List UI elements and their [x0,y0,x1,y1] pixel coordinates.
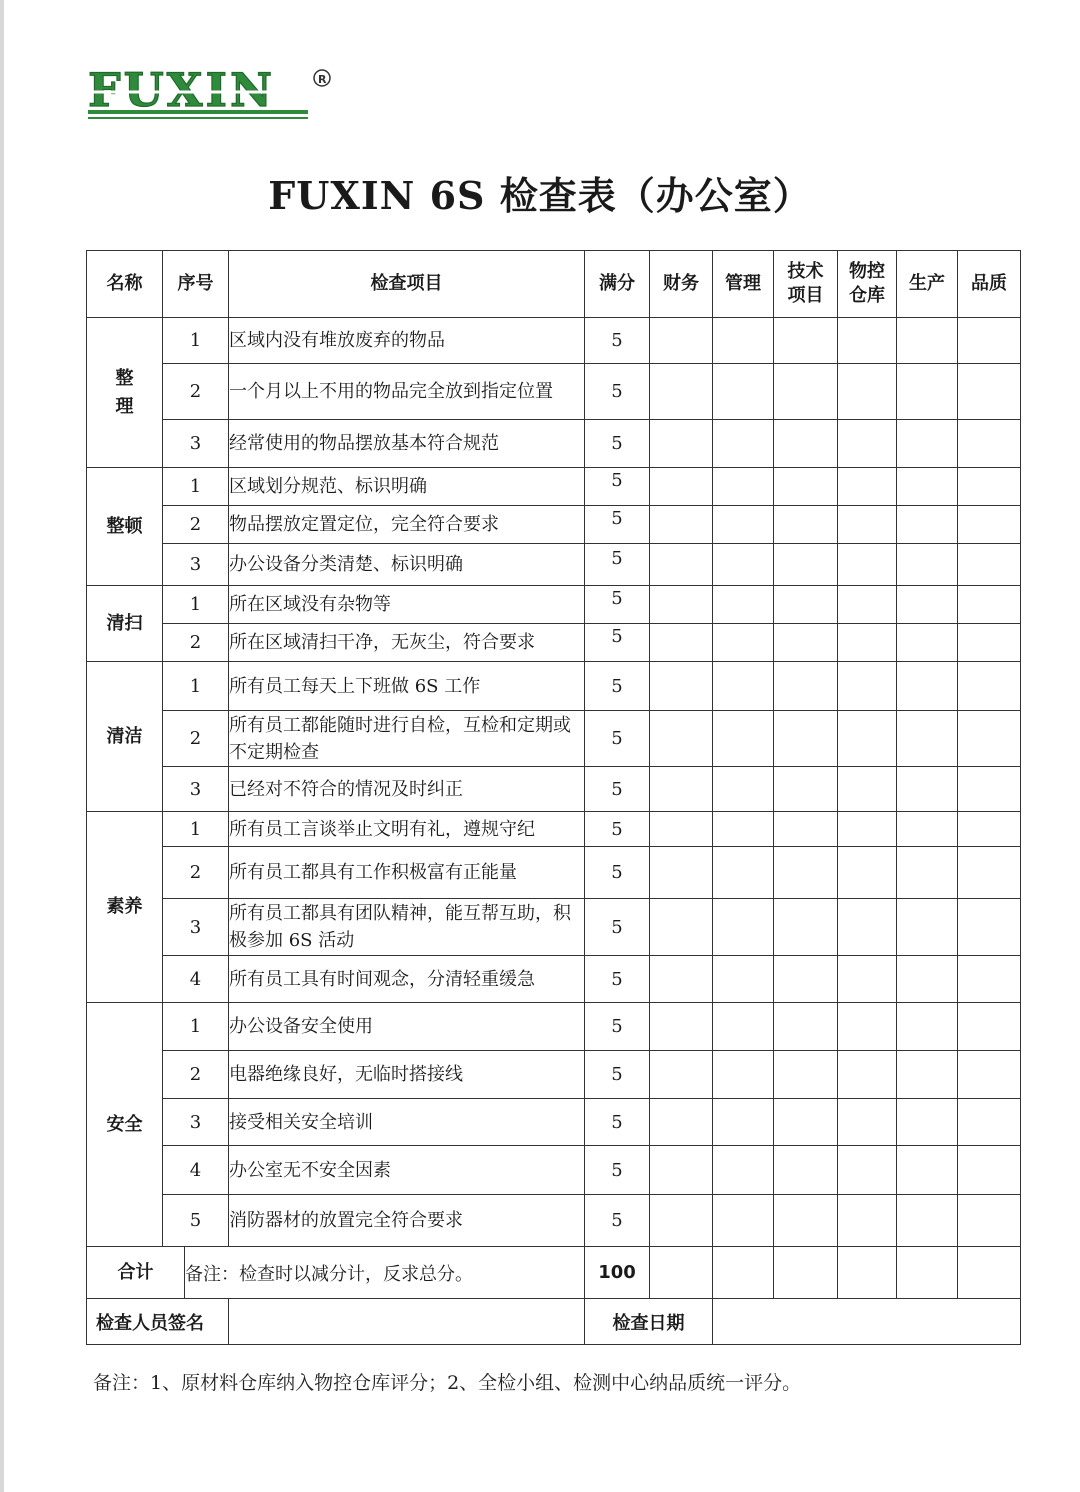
full-score-text: 5 [611,778,623,800]
full-score-value [585,956,650,1003]
score-cell[interactable] [774,364,838,420]
item-number: 5 [163,1195,229,1247]
item-number: 3 [163,1099,229,1146]
score-cell[interactable] [774,956,838,1003]
item-text: 办公室无不安全因素 [229,1146,585,1195]
full-score-text: 5 [611,1016,623,1037]
full-score-text: 5 [611,818,623,840]
score-cell[interactable] [958,420,1021,468]
score-cell[interactable] [774,1247,838,1299]
score-cell[interactable] [838,1099,897,1146]
score-cell[interactable] [838,364,897,420]
full-score-value [585,767,650,812]
item-number: 1 [163,318,229,364]
header-row [87,251,1021,318]
table-row [87,662,1021,711]
score-cell[interactable] [958,767,1021,812]
score-cell[interactable] [838,586,897,624]
category-name: 安全 [87,1003,163,1247]
score-cell[interactable] [897,1146,958,1195]
score-cell[interactable] [774,1099,838,1146]
item-text: 所有员工具有时间观念，分清轻重缓急 [229,956,585,1003]
item-text: 接受相关安全培训 [229,1099,585,1146]
category-name: 整 理 [87,318,163,468]
item-text: 所有员工都具有团队精神，能互帮互助，积极参加 6S 活动 [229,899,585,956]
score-cell[interactable] [958,1003,1021,1051]
table-row [87,506,1021,544]
full-score-value [585,364,650,420]
item-number: 1 [163,662,229,711]
full-score-value [585,468,650,506]
score-cell[interactable] [958,468,1021,506]
score-cell[interactable] [713,812,774,847]
score-cell[interactable] [713,1146,774,1195]
table-row [87,899,1021,956]
score-cell[interactable] [838,812,897,847]
score-cell[interactable] [650,1051,713,1099]
header-quality: 品质 [958,251,1021,318]
score-cell[interactable] [650,767,713,812]
score-cell[interactable] [958,544,1021,586]
score-cell[interactable] [958,1051,1021,1099]
table-row [87,1003,1021,1051]
score-cell[interactable] [650,662,713,711]
item-number: 2 [163,506,229,544]
full-score-value [585,420,650,468]
item-number: 2 [163,847,229,899]
score-cell[interactable] [958,1195,1021,1247]
signature-row [87,1299,1021,1345]
page-title: FUXIN 6S 检查表（办公室） [268,173,812,218]
score-cell[interactable] [958,624,1021,662]
header-seq: 序号 [163,251,229,318]
full-score-text: 5 [611,1159,623,1181]
score-cell[interactable] [650,1247,713,1299]
item-number: 1 [163,586,229,624]
score-cell[interactable] [650,468,713,506]
item-text: 区域划分规范、标识明确 [229,468,585,506]
table-row [87,468,1021,506]
svg-text:FUXIN: FUXIN [88,63,276,117]
score-cell[interactable] [713,662,774,711]
full-score-text: 5 [611,470,623,491]
header-finance: 财务 [650,251,713,318]
category-name: 整顿 [87,468,163,586]
score-cell[interactable] [774,420,838,468]
score-cell[interactable] [897,767,958,812]
full-score-value [585,1195,650,1247]
inspector-signature-label: 检查人员签名 [87,1299,229,1345]
header-tech-project [774,251,838,318]
score-cell[interactable] [713,624,774,662]
score-cell[interactable] [774,711,838,767]
score-cell[interactable] [713,318,774,364]
score-cell[interactable] [838,1146,897,1195]
full-score-value [585,1051,650,1099]
table-row [87,1051,1021,1099]
score-cell[interactable] [897,1051,958,1099]
total-note: 备注：检查时以减分计，反求总分。 [185,1247,585,1299]
score-cell[interactable] [774,662,838,711]
score-cell[interactable] [774,1003,838,1051]
score-cell[interactable] [897,420,958,468]
item-number: 2 [163,711,229,767]
score-cell[interactable] [958,364,1021,420]
score-cell[interactable] [897,956,958,1003]
score-cell[interactable] [958,662,1021,711]
score-cell[interactable] [897,1099,958,1146]
score-cell[interactable] [774,767,838,812]
score-cell[interactable] [838,956,897,1003]
item-text: 办公设备安全使用 [229,1003,585,1051]
full-score-text: 5 [611,508,623,529]
item-text: 物品摆放定置定位，完全符合要求 [229,506,585,544]
score-cell[interactable] [838,662,897,711]
score-cell[interactable] [838,767,897,812]
full-score-text: 5 [611,330,623,351]
score-cell[interactable] [650,624,713,662]
score-cell[interactable] [897,847,958,899]
item-text: 所在区域没有杂物等 [229,586,585,624]
category-name: 清扫 [87,586,163,662]
item-text: 消防器材的放置完全符合要求 [229,1195,585,1247]
score-cell[interactable] [650,847,713,899]
score-cell[interactable] [650,1099,713,1146]
score-cell[interactable] [958,899,1021,956]
score-cell[interactable] [713,1051,774,1099]
score-cell[interactable] [838,506,897,544]
score-cell[interactable] [838,318,897,364]
table-row [87,364,1021,420]
score-cell[interactable] [713,1099,774,1146]
table-row [87,318,1021,364]
item-text: 所有员工言谈举止文明有礼，遵规守纪 [229,812,585,847]
item-number: 1 [163,812,229,847]
score-cell[interactable] [713,1003,774,1051]
score-cell[interactable] [650,506,713,544]
score-cell[interactable] [713,468,774,506]
full-score-text: 5 [611,728,623,749]
score-cell[interactable] [838,1003,897,1051]
item-number: 3 [163,420,229,468]
full-score-value [585,1003,650,1051]
item-number: 4 [163,956,229,1003]
score-cell[interactable] [650,364,713,420]
score-cell[interactable] [958,1146,1021,1195]
header-production: 生产 [897,251,958,318]
score-cell[interactable] [774,812,838,847]
score-cell[interactable] [897,662,958,711]
score-cell[interactable] [897,544,958,586]
table-row [87,812,1021,847]
item-number: 3 [163,899,229,956]
full-score-text: 5 [611,1064,623,1085]
score-cell[interactable] [897,1247,958,1299]
item-text: 所有员工都能随时进行自检，互检和定期或不定期检查 [229,711,585,767]
score-cell[interactable] [774,586,838,624]
full-score-text: 5 [611,433,623,454]
footnote: 备注：1、原材料仓库纳入物控仓库评分；2、全检小组、检测中心纳品质统一评分。 [93,1372,802,1394]
full-score-text: 5 [611,968,623,990]
score-cell[interactable] [838,711,897,767]
item-text: 经常使用的物品摆放基本符合规范 [229,420,585,468]
score-cell[interactable] [897,711,958,767]
score-cell[interactable] [958,812,1021,847]
score-cell[interactable] [713,364,774,420]
score-cell[interactable] [958,586,1021,624]
full-score-text: 5 [611,862,623,883]
table-row [87,420,1021,468]
score-cell[interactable] [897,318,958,364]
item-number: 2 [163,624,229,662]
category-name: 清洁 [87,662,163,812]
score-cell[interactable] [650,1195,713,1247]
item-text: 所有员工每天上下班做 6S 工作 [229,662,585,711]
score-cell[interactable] [650,899,713,956]
score-cell[interactable] [650,586,713,624]
inspector-signature-field[interactable] [229,1299,585,1345]
svg-text:R: R [318,73,327,86]
full-score-value [585,318,650,364]
score-cell[interactable] [650,318,713,364]
score-cell[interactable] [838,544,897,586]
inspection-table [86,250,1021,1345]
total-row [87,1247,1021,1299]
item-text: 办公设备分类清楚、标识明确 [229,544,585,586]
score-cell[interactable] [897,364,958,420]
fuxin-logo [86,62,336,124]
table-row [87,711,1021,767]
score-cell[interactable] [713,420,774,468]
score-cell[interactable] [713,711,774,767]
score-cell[interactable] [838,624,897,662]
item-number: 3 [163,544,229,586]
score-cell[interactable] [713,586,774,624]
item-text: 一个月以上不用的物品完全放到指定位置 [229,364,585,420]
total-score: 100 [585,1247,650,1299]
full-score-text: 5 [611,916,623,938]
table-row [87,1146,1021,1195]
score-cell[interactable] [650,711,713,767]
score-cell[interactable] [897,1195,958,1247]
score-cell[interactable] [897,812,958,847]
score-cell[interactable] [897,1003,958,1051]
score-cell[interactable] [838,1051,897,1099]
score-cell[interactable] [958,1247,1021,1299]
full-score-value [585,506,650,544]
score-cell[interactable] [774,1051,838,1099]
score-cell[interactable] [713,544,774,586]
score-cell[interactable] [650,1003,713,1051]
score-cell[interactable] [838,899,897,956]
score-cell[interactable] [897,899,958,956]
item-text: 区域内没有堆放废弃的物品 [229,318,585,364]
score-cell[interactable] [774,1195,838,1247]
score-cell[interactable] [774,1146,838,1195]
full-score-value [585,1099,650,1146]
score-cell[interactable] [897,506,958,544]
table-row [87,847,1021,899]
header-name: 名称 [87,251,163,318]
table-row [87,1195,1021,1247]
score-cell[interactable] [774,468,838,506]
full-score-value [585,662,650,711]
item-text: 已经对不符合的情况及时纠正 [229,767,585,812]
full-score-text: 5 [611,675,623,697]
full-score-value [585,1146,650,1195]
score-cell[interactable] [713,1195,774,1247]
score-cell[interactable] [713,899,774,956]
item-number: 4 [163,1146,229,1195]
header-tech-line2: 项目 [787,285,824,306]
score-cell[interactable] [713,956,774,1003]
full-score-value [585,624,650,662]
score-cell[interactable] [838,1195,897,1247]
full-score-value [585,847,650,899]
table-row [87,767,1021,812]
score-cell[interactable] [958,956,1021,1003]
full-score-value [585,812,650,847]
header-tech-line1: 技术 [787,261,824,282]
score-cell[interactable] [897,468,958,506]
score-cell[interactable] [774,506,838,544]
item-text: 所在区域清扫干净，无灰尘，符合要求 [229,624,585,662]
score-cell[interactable] [838,420,897,468]
score-cell[interactable] [958,847,1021,899]
score-cell[interactable] [774,899,838,956]
full-score-text: 5 [611,1210,623,1231]
header-management: 管理 [713,251,774,318]
item-number: 1 [163,1003,229,1051]
table-row [87,544,1021,586]
score-cell[interactable] [774,544,838,586]
score-cell[interactable] [838,1247,897,1299]
score-cell[interactable] [897,624,958,662]
full-score-text: 5 [611,588,623,609]
score-cell[interactable] [650,420,713,468]
score-cell[interactable] [650,956,713,1003]
item-number: 3 [163,767,229,812]
page-left-edge [0,0,4,1492]
score-cell[interactable] [897,586,958,624]
full-score-value [585,544,650,586]
score-cell[interactable] [650,812,713,847]
header-material-line1: 物控 [849,261,885,282]
full-score-value [585,586,650,624]
score-cell[interactable] [774,847,838,899]
header-material-line2: 仓库 [849,285,885,306]
inspection-date-label: 检查日期 [585,1299,713,1345]
score-cell[interactable] [650,1146,713,1195]
score-cell[interactable] [958,1099,1021,1146]
full-score-text: 5 [611,626,623,647]
item-text: 电器绝缘良好，无临时搭接线 [229,1051,585,1099]
full-score-text: 5 [611,381,623,402]
item-number: 2 [163,1051,229,1099]
score-cell[interactable] [713,847,774,899]
table-row [87,624,1021,662]
table-row [87,956,1021,1003]
score-cell[interactable] [774,318,838,364]
score-cell[interactable] [958,318,1021,364]
score-cell[interactable] [774,624,838,662]
table-row [87,586,1021,624]
score-cell[interactable] [713,1247,774,1299]
header-material-warehouse [838,251,897,318]
inspection-date-field[interactable] [713,1299,1021,1345]
full-score-text: 5 [611,548,623,569]
score-cell[interactable] [958,711,1021,767]
item-number: 2 [163,364,229,420]
full-score-value [585,899,650,956]
score-cell[interactable] [958,506,1021,544]
item-number: 1 [163,468,229,506]
score-cell[interactable] [838,847,897,899]
full-score-text: 5 [611,1111,623,1133]
total-label: 合计 [87,1247,185,1299]
header-item: 检查项目 [229,251,585,318]
score-cell[interactable] [650,544,713,586]
category-name: 素养 [87,812,163,1003]
item-text: 所有员工都具有工作积极富有正能量 [229,847,585,899]
score-cell[interactable] [713,506,774,544]
score-cell[interactable] [838,468,897,506]
table-row [87,1099,1021,1146]
header-full-score: 满分 [585,251,650,318]
score-cell[interactable] [713,767,774,812]
full-score-value [585,711,650,767]
